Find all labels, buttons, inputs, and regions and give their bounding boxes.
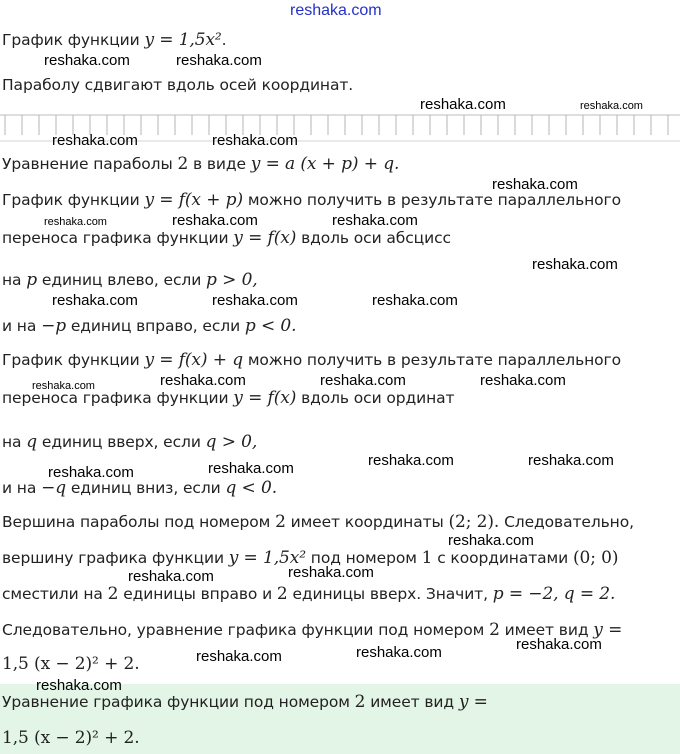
watermark: reshaka.com [288,564,374,581]
answer-line-1 [2,692,488,712]
text: в виде [193,155,246,173]
text: единиц вниз, если [70,479,221,497]
math: y = 1,5x² [228,548,306,568]
text: Уравнение параболы [2,155,173,173]
math: p [26,270,38,290]
math: q > 0, [205,432,258,452]
watermark: reshaka.com [212,132,298,149]
watermark: reshaka.com [160,372,246,389]
math: p = −2, q = 2. [492,584,616,604]
watermark: reshaka.com [196,648,282,665]
watermark: reshaka.com [44,52,130,69]
number: 2 [276,584,288,604]
watermark: reshaka.com [128,568,214,585]
watermark: reshaka.com [172,212,258,229]
watermark: reshaka.com [36,677,122,694]
watermark: reshaka.com [176,52,262,69]
text: на [2,271,22,289]
text: единиц вправо, если [70,317,241,335]
math: 1,5 (x − 2)² + 2. [2,728,140,748]
text: единиц вверх, если [41,433,201,451]
math: (2; 2). [448,512,500,532]
watermark: reshaka.com [32,380,95,392]
text-line-4 [2,190,621,210]
watermark: reshaka.com [332,212,418,229]
number: 2 [489,620,500,640]
watermark: reshaka.com [480,372,566,389]
watermark: reshaka.com [212,292,298,309]
text-line-8 [2,350,621,370]
watermark: reshaka.com [52,132,138,149]
text: переноса графика функции [2,229,229,247]
watermark: reshaka.com [580,100,643,112]
watermark: reshaka.com [320,372,406,389]
math: p > 0, [206,270,258,290]
math: 1,5 (x − 2)² + 2. [2,654,140,674]
text: Следовательно, уравнение графика функции под номером [2,621,485,639]
watermark: reshaka.com [492,176,578,193]
watermark: reshaka.com [516,636,602,653]
text: сместили на [2,585,103,603]
watermark: reshaka.com [48,464,134,481]
watermark: reshaka.com [528,452,614,469]
text-line-5 [2,228,451,248]
text: Следовательно, [504,513,634,531]
text-line-3 [2,154,399,174]
math: y = f(x) [233,228,297,248]
text: Параболу сдвигают вдоль осей координат. [2,76,354,94]
text: имеет вид [504,621,589,639]
text-line-7 [2,316,296,336]
text-line-12 [2,512,634,532]
watermark: reshaka.com [368,452,454,469]
watermark: reshaka.com [208,460,294,477]
math: y = a (x + p) + q. [250,154,400,174]
text: вдоль оси ординат [301,389,455,407]
text: Уравнение графика функции под номером [2,693,350,711]
text: единицы вверх. Значит, [292,585,488,603]
answer-line-2 [2,728,140,748]
text: с координатами [437,549,569,567]
math: q [26,432,38,452]
text-line-11 [2,478,277,498]
text: единицы вправо и [123,585,273,603]
text: можно получить в результате параллельного [247,351,621,369]
number: 2 [354,692,366,712]
math: p < 0. [244,316,297,336]
math: y = f(x) [233,388,297,408]
watermark: reshaka.com [44,216,107,228]
text: вершину графика функции [2,549,224,567]
text-line-2 [2,76,353,94]
watermark: reshaka.com [372,292,458,309]
number: 2 [177,154,189,174]
watermark: reshaka.com [356,644,442,661]
text: на [2,433,22,451]
math: −q [41,478,66,498]
math: q < 0. [225,478,278,498]
math: −p [41,316,66,336]
text: Вершина параболы под номером [2,513,271,531]
text-line-1: График функции y = 1,5x². [2,30,227,50]
math: y = f(x + p) [144,190,243,210]
text: и на [2,317,37,335]
text-line-16 [2,654,140,674]
text: График функции [2,351,140,369]
number: 2 [275,512,286,532]
text: переноса графика функции [2,389,229,407]
text: под номером [310,549,417,567]
text: вдоль оси абсцисс [301,229,451,247]
text: единиц влево, если [41,271,202,289]
text: имеет координаты [290,513,444,531]
math: y = 1,5x² [144,30,222,50]
watermark: reshaka.com [532,256,618,273]
watermark-top[interactable]: reshaka.com [290,2,382,19]
text: График функции [2,191,140,209]
number: 1 [421,548,433,568]
text: можно получить в результате параллельного [247,191,621,209]
math: y = [458,692,488,712]
math: y = [593,620,623,640]
text-line-14 [2,584,615,604]
text: График функции [2,31,140,49]
text: и на [2,479,37,497]
watermark: reshaka.com [448,532,534,549]
text-line-10 [2,432,257,452]
watermark: reshaka.com [420,96,506,113]
watermark: reshaka.com [52,292,138,309]
text-line-6 [2,270,258,290]
text: имеет вид [370,693,455,711]
math: y = f(x) + q [144,350,243,370]
math: (0; 0) [572,548,619,568]
number: 2 [107,584,119,604]
